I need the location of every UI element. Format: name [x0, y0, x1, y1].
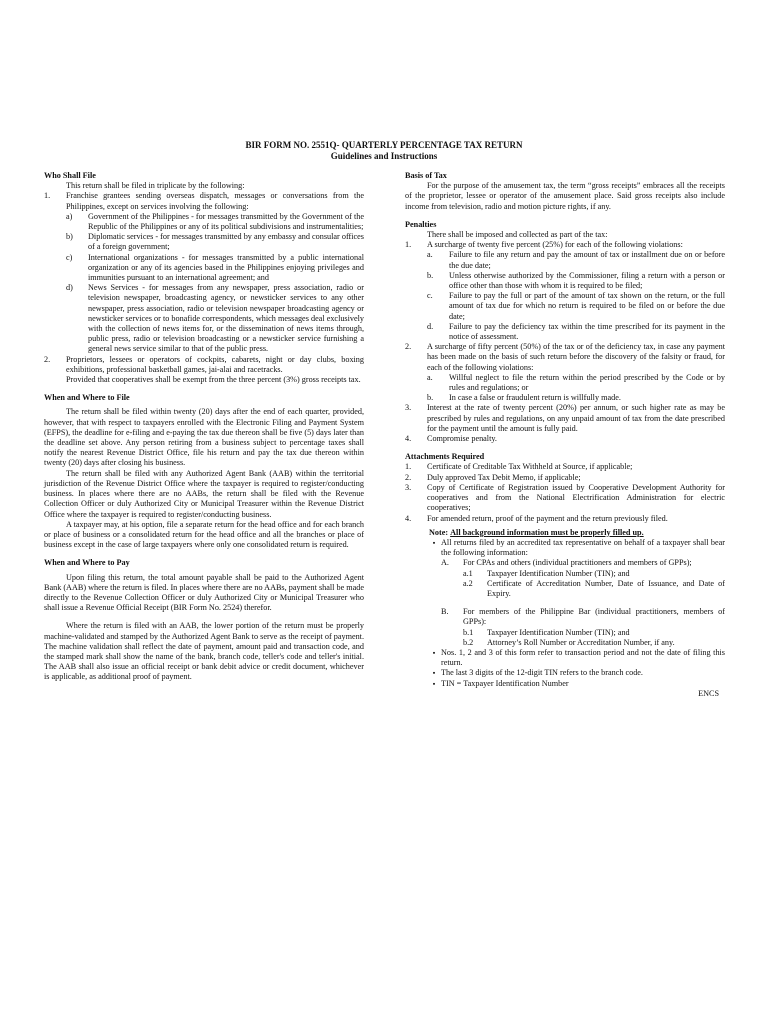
basis-paragraph: For the purpose of the amusement tax, the term “gross receipts” embraces all the receipts of the proprietor, lessee or operator of the amusement place. Said gross receipts also include income from television, radio and motion picture rights, if any. [405, 181, 725, 211]
attachment-item: 2. Duly approved Tax Debit Memo, if applicable; [405, 472, 581, 482]
cpa-block: A. For CPAs and others (individual practitioners and members of GPPs); a.1 Taxpayer Identification Number (TIN); and a.2 Certificate of Accreditation Number, Date of Issuance, and Date of Expiry. B. For members of the Philippine Bar (individual practitioners, members of GPPs): b.1 Taxpayer Identification Number (TIN); and b.2 Attorney’s Roll Number or Accreditation Number, if any. [441, 558, 725, 647]
note-line [427, 528, 725, 538]
form-title: BIR FORM NO. 2551Q- QUARTERLY PERCENTAGE TAX RETURN [245, 140, 523, 150]
when-where-file-heading: When and Where to File [44, 393, 130, 403]
note-bullet: ▪ All returns filed by an accredited tax representative on behalf of a taxpayer shall bear the following information: [432, 537, 725, 558]
penalty-sub-item: a. Failure to file any return and pay the amount of tax or installment due on or before the due date; [427, 250, 725, 270]
penalty-item-1: 1. A surcharge of twenty five percent (25%) for each of the following violations: [405, 240, 683, 250]
penalty-sub-item: d. Failure to pay the deficiency tax within the time prescribed for its payment in the notice of assessment. [427, 321, 725, 342]
right-column [405, 171, 725, 699]
pay-paragraph-1: Upon filing this return, the total amount payable shall be paid to the Authorized Agent Bank (AAB) where the return is filed. In places where there are no AABs, payment shall be made directly to the Revenue Collection Officer or duly Authorized City or Municipal Treasurer who shall issue a Revenue Official Receipt (BIR Form No. 2524) therefor. [44, 572, 364, 613]
file-paragraph-3: A taxpayer may, at his option, file a separate return for the head office and for each branch or place of business or a consolidated return for the head office and all the branches or place of business except in the case of large taxpayers where only one consolidated return is required. [44, 519, 364, 550]
who-sub-item: d) News Services - for messages from any newspaper, press association, radio or television newspaper, broadcasting agency, or newsticker services to any other newspaper, press association, radio or television newspaper broadcasting agency or newsticker services or to bonafide correspondents, which messages deal exclusively with the collection of news items for, or the dissemination of news items through, public press, radio or television broadcasting or a newsticker service furnishing a general news service similar to that of the public press. [66, 283, 364, 354]
cpa-requirement: a.1 Taxpayer Identification Number (TIN); and [463, 568, 630, 578]
note-bullet: ▪ Nos. 1, 2 and 3 of this form refer to transaction period and not the date of filing this return. [432, 647, 725, 668]
who-sub-item: a) Government of the Philippines - for messages transmitted by the Government of the Republic of the Philippines or any of its political subdivisions and instrumentalities; [66, 211, 364, 232]
file-paragraph-2: The return shall be filed with any Authorized Agent Bank (AAB) within the territorial jurisdiction of the Revenue District Office where the taxpayer is required to register/conducting business. In places where there are no AABs, the return shall be filed with the Revenue Collection Officer or duly Authorized City or Municipal Treasurer within the Revenue District Office where the taxpayer is required to register/conducting business. [44, 468, 364, 519]
penalty-2-sub-list [427, 373, 725, 404]
cooperative-proviso: Provided that cooperatives shall be exempt from the three percent (3%) gross receipts tax. [66, 375, 361, 385]
penalty-sub-item: b. In case a false or fraudulent return is willfully made. [427, 393, 621, 403]
note-bullet: ▪ TIN = Taxpayer Identification Number [432, 678, 569, 688]
who-sub-item: b) Diplomatic services - for messages transmitted by any embassy and consular offices of a foreign government; [66, 232, 364, 252]
penalty-item-3: 3. Interest at the rate of twenty percent (20%) per annum, or such higher rate as may be prescribed by rules and regulations, on any unpaid amount of tax from the date prescribed for the payment until the amount is fully paid. [405, 403, 725, 433]
left-column [44, 171, 364, 683]
who-sub-list [66, 212, 364, 355]
note-text: All background information must be properly filled up. [450, 527, 644, 537]
who-item-1: 1. Franchise grantees sending overseas dispatch, messages or conversations from the Philippines, except on services involving the following: [44, 191, 364, 211]
attachment-item: 4. For amended return, proof of the payment and the return previously filed. [405, 513, 668, 523]
who-intro: This return shall be filed in triplicate by the following: [66, 181, 245, 191]
attachment-item: 1. Certificate of Creditable Tax Withheld at Source, if applicable; [405, 462, 633, 472]
note-label: Note: [429, 527, 449, 537]
encs-mark: ENCS [698, 688, 719, 698]
penalties-intro: There shall be imposed and collected as part of the tax: [427, 230, 608, 240]
pay-paragraph-2: Where the return is filed with an AAB, the lower portion of the return must be properly machine-validated and stamped by the Authorized Agent Bank to serve as the receipt of payment. The machine validation shall reflect the date of payment, amount paid and transaction code, and the stamped mark shall show the name of the bank, branch code, teller's code and teller's initial. The AAB shall also issue an official receipt or bank debit advice or credit document, whichever is applicable, as additional proof of payment. [44, 621, 364, 682]
file-paragraph-1: The return shall be filed within twenty (20) days after the end of each quarter, provided, however, that with respect to taxpayers enrolled with the Electronic Filing and Payment System (EFPS), the deadline for e-filing and e-paying the tax due thereon shall be five (5) days later than the deadline set above. Any person retiring from a business subject to percentage taxes shall notify the nearest Revenue District Office, file his return and pay the tax due thereon within twenty (20) days after closing his business. [44, 407, 364, 468]
who-item-2: 2. Proprietors, lessees or operators of cockpits, cabarets, night or day clubs, boxing exhibitions, professional basketball games, jai-alai and racetracks. [44, 354, 364, 374]
form-subtitle: Guidelines and Instructions [330, 151, 438, 161]
penalty-sub-item: b. Unless otherwise authorized by the Commissioner, filing a return with a person or office other than those with whom it is required to be filed; [427, 270, 725, 291]
penalty-sub-item: c. Failure to pay the full or part of the amount of tax shown on the return, or the full amount of tax due for which no return is required to be filed on or before the due date; [427, 291, 725, 321]
attachments-heading: Attachments Required [405, 452, 485, 462]
when-where-pay-heading: When and Where to Pay [44, 558, 130, 568]
penalty-item-2: 2. A surcharge of fifty percent (50%) of the tax or of the deficiency tax, in case any payment has been made on the basis of such return before the discovery of the falsity or fraud, for each of the following violations: [405, 342, 725, 372]
bar-block: B. For members of the Philippine Bar (individual practitioners, members of GPPs): [441, 607, 725, 627]
penalty-item-4: 4. Compromise penalty. [405, 434, 497, 444]
penalty-1-sub-list [427, 250, 725, 342]
note-bullet: ▪ The last 3 digits of the 12-digit TIN refers to the branch code. [432, 668, 643, 678]
basis-of-tax-heading: Basis of Tax [405, 171, 447, 180]
penalties-heading: Penalties [405, 219, 437, 229]
who-shall-file-heading: Who Shall File [44, 171, 96, 180]
attachment-item: 3. Copy of Certificate of Registration issued by Cooperative Development Authority for cooperatives and from the National Electrification Administration for electric cooperatives; [405, 482, 725, 513]
cpa-requirement: a.2 Certificate of Accreditation Number, Date of Issuance, and Date of Expiry. [463, 578, 725, 598]
note-bullets [427, 538, 725, 689]
bar-requirement: b.1 Taxpayer Identification Number (TIN); and [463, 627, 630, 637]
bar-requirement: b.2 Attorney’s Roll Number or Accreditation Number, if any. [463, 637, 675, 647]
who-sub-item: c) International organizations - for messages transmitted by a public international organization or any of its agencies based in the Philippines enjoying privileges and immunities pursuant to an international agreement; and [66, 252, 364, 283]
penalty-sub-item: a. Willful neglect to file the return within the period prescribed by the Code or by rules and regulations; or [427, 372, 725, 393]
